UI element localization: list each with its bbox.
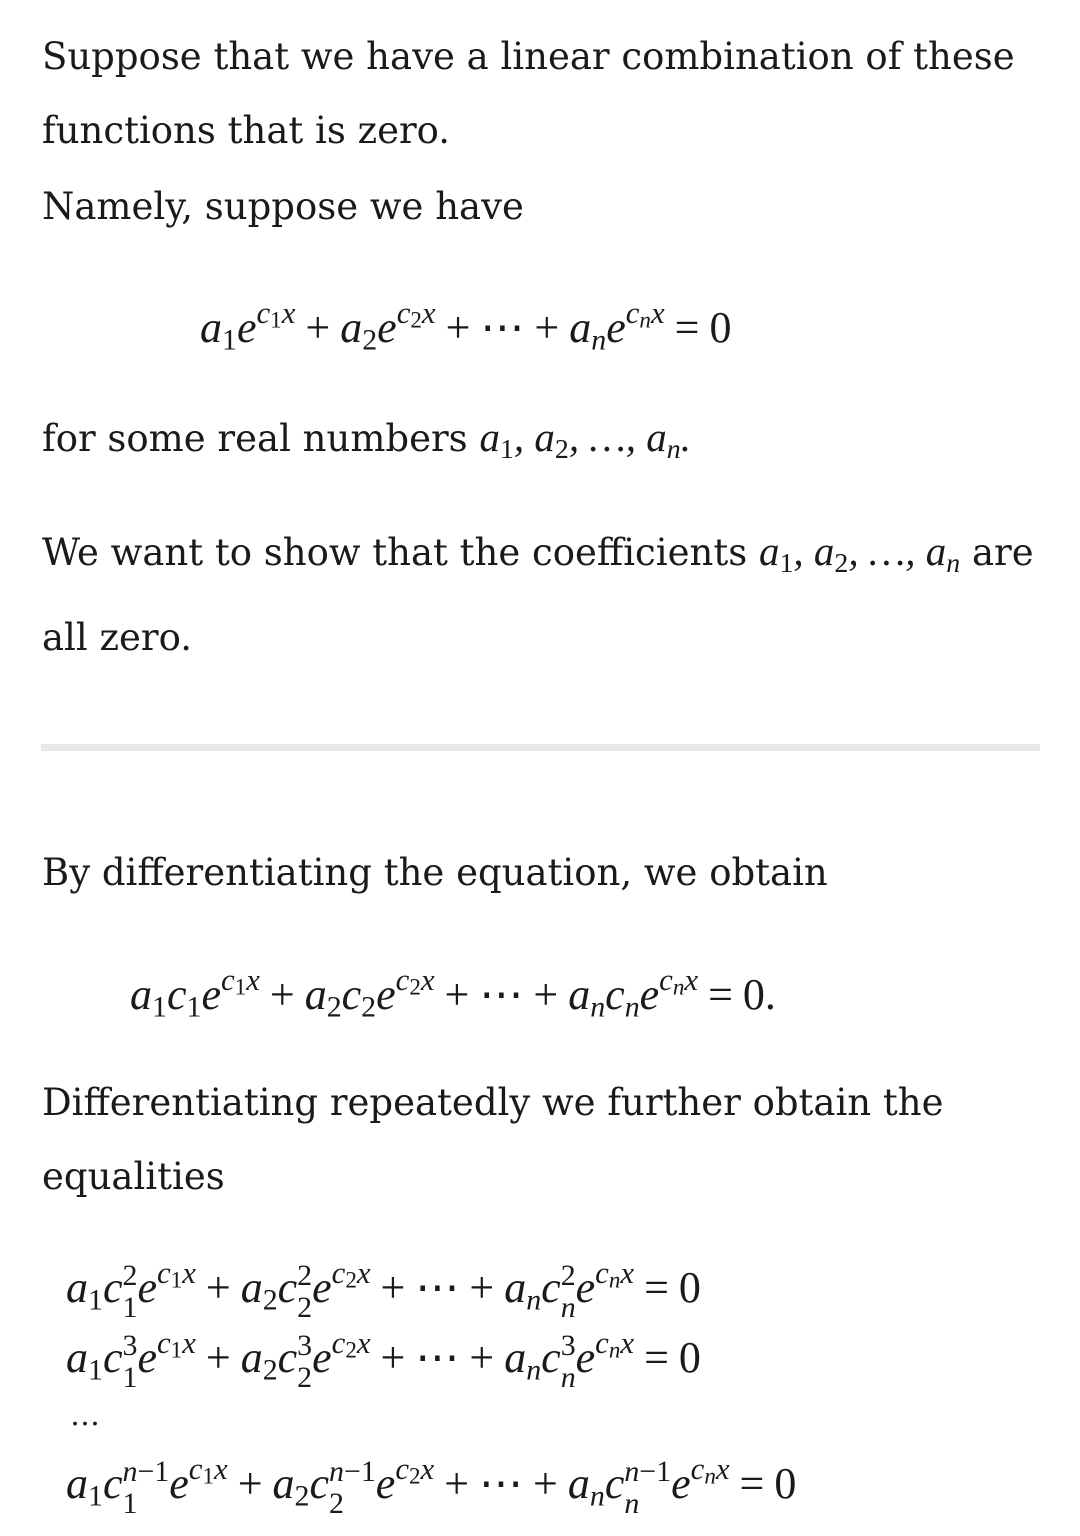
equation-second-derivative: $a_1c$ 2 1 $e^{c1x} + a_2c$ 2 2 $e^{c2x}$ + ⋯ + anc 2 n $e^{cnx} = 0$ [66,1256,701,1324]
differentiating-paragraph: By differentiating the equation, we obtain [42,851,828,894]
repeated-differentiation-paragraph: Differentiating repeatedly we further obtain the equalities [42,1081,944,1198]
ellipsis-row: … [70,1398,106,1433]
section-divider [41,744,1040,751]
real-numbers-text: for some real numbers [42,417,468,460]
equation-nth-minus-one-derivative: $a_1c$ n−1 1 $e^{c1x} + a_2c$ n−1 2 $e^{c2x}$ + ⋯ + anc n−1 n $e^{cnx} = 0$ [66,1452,797,1520]
intro-paragraph: Suppose that we have a linear combination of these functions that is zero. [42,35,1015,152]
equation-first-derivative: $a_1c_1e^{c1x} + a_2c_2e^{c2x}$ + ⋯ + ancne$^{cnx}$ = 0. [130,963,776,1024]
real-numbers-paragraph: for some real numbers $a_1$, $a_2$, …, an. [42,414,691,465]
all-zero-text: are all zero. [42,531,1034,659]
namely-paragraph: Namely, suppose we have [42,185,524,228]
coefficients-paragraph: We want to show that the coefficients $a_1$, $a_2$, …, an are all zero. [42,528,1034,659]
coefficients-text: We want to show that the coefficients [42,531,748,574]
equation-third-derivative: $a_1c$ 3 1 $e^{c1x} + a_2c$ 3 2 $e^{c2x}$ + ⋯ + anc 3 n $e^{cnx} = 0$ [66,1326,701,1394]
equation-linear-combination: $a_1e^{c1x} + a_2e^{c2x}$ + ⋯ + ane$^{cnx}$ = 0 [200,296,732,357]
